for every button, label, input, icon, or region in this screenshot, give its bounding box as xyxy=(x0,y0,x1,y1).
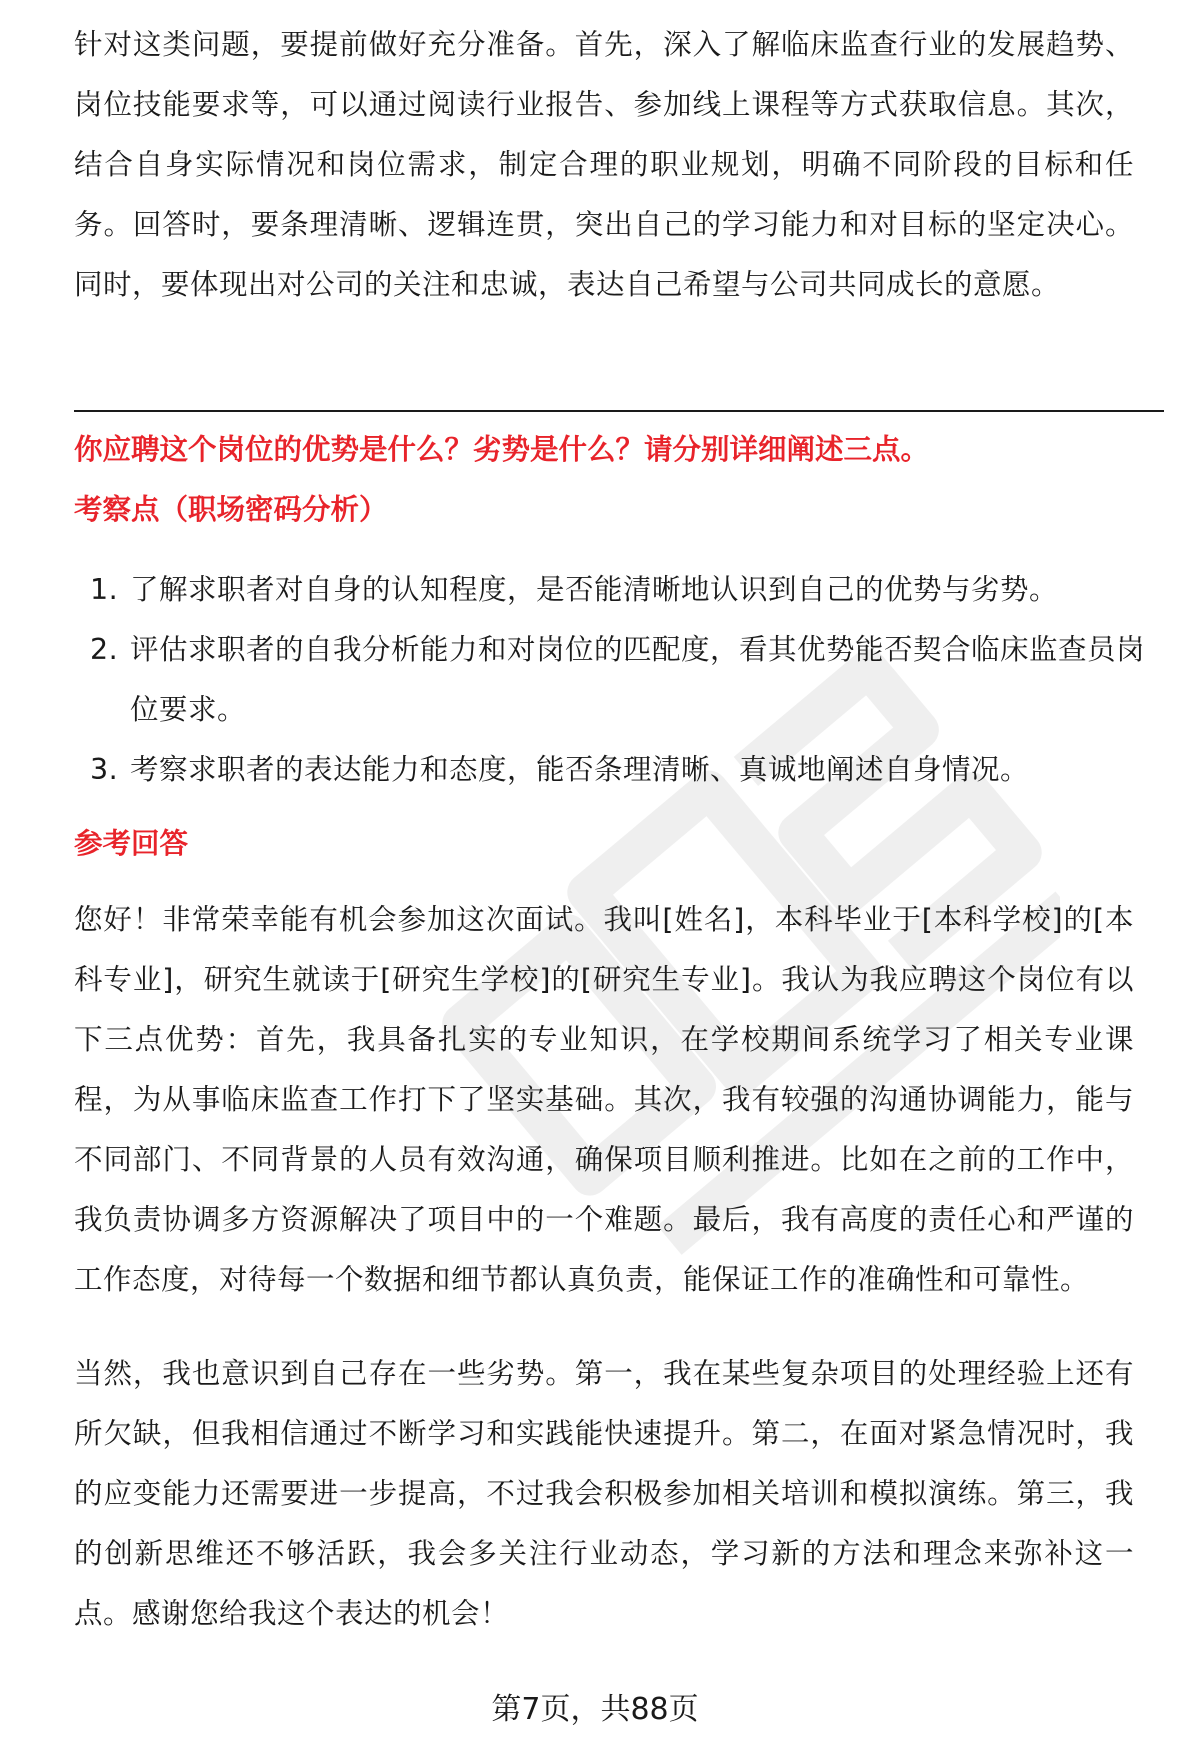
list-item-text: 评估求职者的自我分析能力和对岗位的匹配度，看其优势能否契合临床监查员岗位要求。 xyxy=(130,633,1146,726)
answer-paragraph-weaknesses: 当然，我也意识到自己存在一些劣势。第一，我在某些复杂项目的处理经验上还有所欠缺，但我相信通过不断学习和实践能快速提升。第二，在面对紧急情况时，我的应变能力还需要进一步提高，不过我会积极参加相关培训和模拟演练。第三，我的创新思维还不够活跃，我会多关注行业动态，学习新的方法和理念来弥补这一点。感谢您给我这个表达的机会！ xyxy=(74,1357,1134,1630)
question-title: 你应聘这个岗位的优势是什么？劣势是什么？请分别详细阐述三点。 xyxy=(74,433,930,466)
section-divider xyxy=(74,410,1164,412)
assessment-points-list xyxy=(74,560,1154,800)
list-item-text: 了解求职者对自身的认知程度，是否能清晰地认识到自己的优势与劣势。 xyxy=(130,573,1059,606)
list-item-number: 1. xyxy=(90,573,119,606)
answer-paragraph-strengths: 您好！非常荣幸能有机会参加这次面试。我叫[姓名]，本科毕业于[本科学校]的[本科专业]，研究生就读于[研究生学校]的[研究生专业]。我认为我应聘这个岗位有以下三点优势：首先，我具备扎实的专业知识，在学校期间系统学习了相关专业课程，为从事临床监查工作打下了坚实基础。其次，我有较强的沟通协调能力，能与不同部门、不同背景的人员有效沟通，确保项目顺利推进。比如在之前的工作中，我负责协调多方资源解决了项目中的一个难题。最后，我有高度的责任心和严谨的工作态度，对待每一个数据和细节都认真负责，能保证工作的准确性和可靠性。 xyxy=(74,903,1134,1296)
intro-paragraph: 针对这类问题，要提前做好充分准备。首先，深入了解临床监查行业的发展趋势、岗位技能要求等，可以通过阅读行业报告、参加线上课程等方式获取信息。其次，结合自身实际情况和岗位需求，制定合理的职业规划，明确不同阶段的目标和任务。回答时，要条理清晰、逻辑连贯，突出自己的学习能力和对目标的坚定决心。同时，要体现出对公司的关注和忠诚，表达自己希望与公司共同成长的意愿。 xyxy=(74,28,1134,301)
list-item xyxy=(74,560,1154,620)
list-item xyxy=(74,620,1154,740)
answer-heading: 参考回答 xyxy=(74,827,189,860)
page-number-footer: 第7页，共88页 xyxy=(491,1692,699,1727)
points-heading: 考察点（职场密码分析） xyxy=(74,493,388,526)
list-item-number: 3. xyxy=(90,753,119,786)
list-item-text: 考察求职者的表达能力和态度，能否条理清晰、真诚地阐述自身情况。 xyxy=(130,753,1030,786)
list-item-number: 2. xyxy=(90,633,119,666)
list-item xyxy=(74,740,1154,800)
